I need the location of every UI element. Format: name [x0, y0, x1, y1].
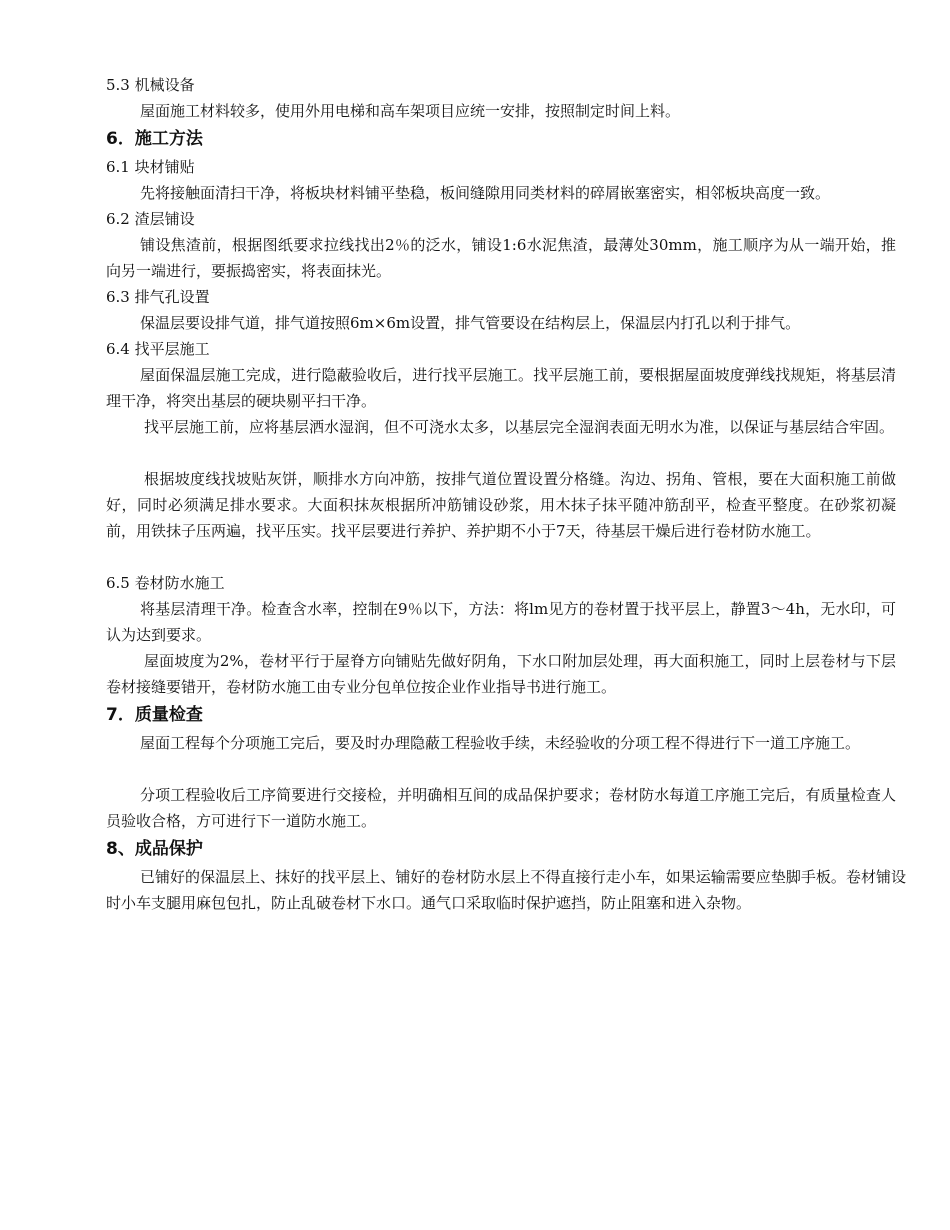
paragraph-8-1: 已铺好的保温层上、抹好的找平层上、铺好的卷材防水层上不得直接行走小车，如果运输需要应垫脚手板。卷材铺设时小车支腿用麻包包扎，防止乱破卷材下水口。通气口采取临时保护遮挡，防止阻塞和进入杂物。	[106, 868, 906, 912]
paragraph-7-1: 屋面工程每个分项施工完后，要及时办理隐蔽工程验收手续，未经验收的分项工程不得进行下一道工序施工。	[140, 734, 861, 752]
paragraph-6-5-2: 屋面坡度为2%，卷材平行于屋脊方向铺贴先做好阴角，下水口附加层处理，再大面积施工，同时上层卷材与下层卷材接缝要错开，卷材防水施工由专业分包单位按企业作业指导书进行施工。	[106, 652, 896, 696]
subsection-title-5-3: 5.3 机械设备	[106, 76, 195, 94]
subsection-title-6-4: 6.4 找平层施工	[106, 340, 210, 358]
paragraph-6-4-1: 屋面保温层施工完成，进行隐蔽验收后，进行找平层施工。找平层施工前，要根据屋面坡度弹线找规矩，将基层清理干净，将突出基层的硬块剔平扫干净。	[106, 366, 896, 410]
paragraph-6-4-2: 找平层施工前，应将基层洒水湿润，但不可浇水太多，以基层完全湿润表面无明水为准，以保证与基层结合牢固。	[144, 418, 895, 436]
subsection-title-6-3: 6.3 排气孔设置	[106, 288, 210, 306]
section-title-8: 8、成品保护	[106, 839, 203, 859]
section-title-7: 7．质量检查	[106, 705, 203, 725]
paragraph-6-3-1: 保温层要设排气道，排气道按照6m×6m设置，排气管要设在结构层上，保温层内打孔以利于排气。	[140, 314, 801, 332]
paragraph-6-1-1: 先将接触面清扫干净，将板块材料铺平垫稳，板间缝隙用同类材料的碎屑嵌塞密实，相邻板块高度一致。	[140, 184, 831, 202]
paragraph-6-4-3: 根据坡度线找坡贴灰饼，顺排水方向冲筋，按排气道位置设置分格缝。沟边、拐角、管根，要在大面积施工前做好，同时必须满足排水要求。大面积抹灰根据所冲筋铺设砂浆，用木抹子抹平随冲筋刮平，检查平整度。在砂浆初凝前，用铁抹子压两遍，找平压实。找平层要进行养护、养护期不小于7天，待基层干燥后进行卷材防水施工。	[106, 470, 896, 540]
paragraph-7-2: 分项工程验收后工序简要进行交接检，并明确相互间的成品保护要求；卷材防水每道工序施工完后，有质量检查人员验收合格，方可进行下一道防水施工。	[106, 786, 896, 830]
subsection-title-6-2: 6.2 渣层铺设	[106, 210, 195, 228]
subsection-title-6-5: 6.5 卷材防水施工	[106, 574, 225, 592]
paragraph-5-3-1: 屋面施工材料较多，使用外用电梯和高车架项目应统一安排，按照制定时间上料。	[140, 102, 681, 120]
paragraph-6-2-1: 铺设焦渣前，根据图纸要求拉线找出2％的泛水，铺设1:6水泥焦渣，最薄处30mm，施工顺序为从一端开始，推向另一端进行，要振捣密实，将表面抹光。	[106, 236, 896, 280]
paragraph-6-5-1: 将基层清理干净。检查含水率，控制在9％以下，方法：将lm见方的卷材置于找平层上，静置3～4h，无水印，可认为达到要求。	[106, 600, 896, 644]
subsection-title-6-1: 6.1 块材铺贴	[106, 158, 195, 176]
section-title-6: 6．施工方法	[106, 129, 203, 149]
